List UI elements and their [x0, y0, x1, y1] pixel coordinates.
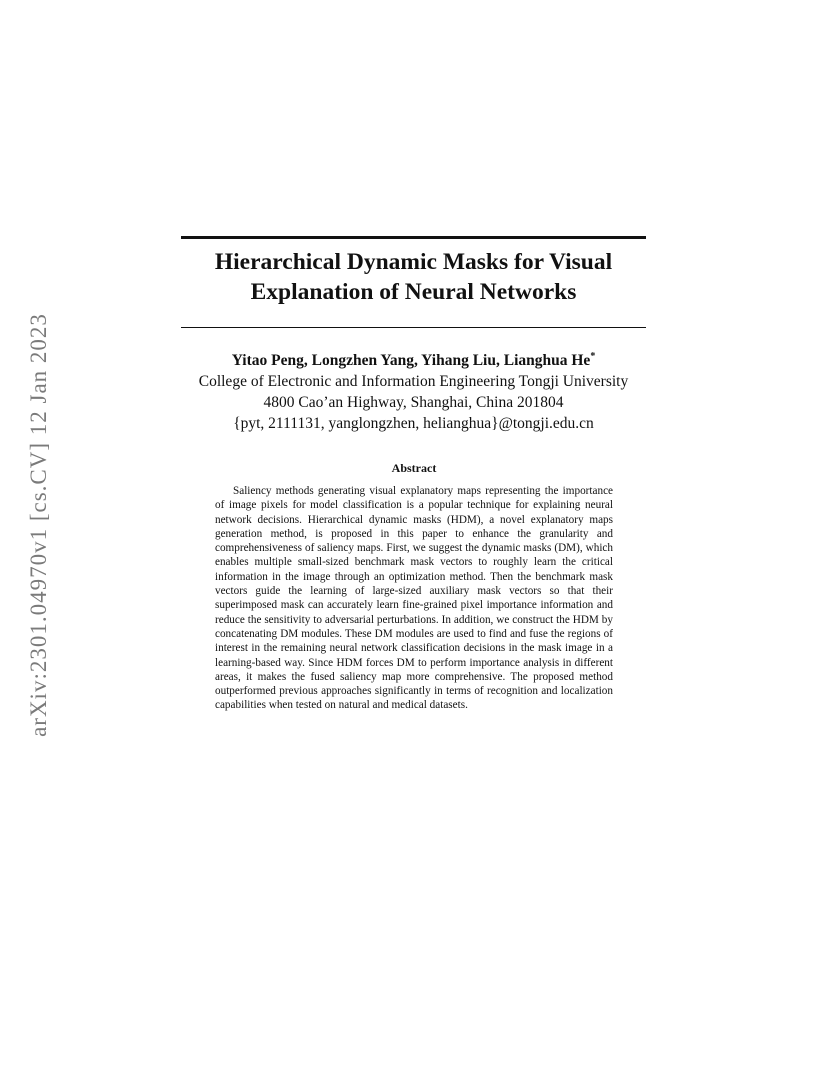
- email: {pyt, 2111131, yanglongzhen, helianghua}@tongji.edu.cn: [233, 415, 594, 432]
- arxiv-identifier: [22, 290, 56, 760]
- corresponding-author-mark: *: [590, 350, 596, 362]
- arxiv-identifier-text: arXiv:2301.04970v1 [cs.CV] 12 Jan 2023: [26, 313, 51, 737]
- author-separator: ,: [413, 352, 422, 369]
- affiliation: College of Electronic and Information Engineering Tongji University: [198, 373, 629, 390]
- paper-title: Hierarchical Dynamic Masks for Visual Explanation of Neural Networks: [214, 249, 613, 305]
- author-name: Yitao Peng: [231, 352, 304, 369]
- address: 4800 Cao’an Highway, Shanghai, China 201804: [263, 394, 564, 411]
- author-name: Lianghua He: [503, 352, 591, 369]
- author-name: Yihang Liu: [421, 352, 496, 369]
- title-top-rule: [181, 236, 646, 239]
- title-bottom-rule: [181, 327, 646, 328]
- abstract-heading: Abstract: [391, 461, 437, 475]
- author-separator: ,: [495, 352, 504, 369]
- author-block: [150, 350, 677, 434]
- abstract-text: Saliency methods generating visual explanatory maps representing the importance of image pixels for model classification is a popular technique for explaining neural network decisions. Hierarchical dynamic masks (HDM), a novel explanatory maps generation method, is proposed in this paper to enhance the granularity and comprehensiveness of saliency maps. First, we suggest the dynamic masks (DM), which enables multiple small-sized benchmark mask vectors to roughly learn the critical information in the image through an optimization method. Then the benchmark mask vectors guide the learning of large-sized auxiliary mask vectors so that their superimposed mask can accurately learn fine-grained pixel importance information and reduce the sensitivity to adversarial perturbations. In addition, we construct the HDM by concatenating DM modules. These DM modules are used to find and fuse the regions of interest in the remaining neural network classification decisions in the mask image in a learning-based way. Since HDM forces DM to perform importance analysis in different areas, it makes the fused saliency map more comprehensive. The proposed method outperformed previous approaches significantly in terms of recognition and localization capabilities when tested on natural and medical datasets.: [215, 485, 613, 712]
- author-separator: ,: [303, 352, 312, 369]
- author-name: Longzhen Yang: [311, 352, 414, 369]
- author-list: [150, 350, 677, 371]
